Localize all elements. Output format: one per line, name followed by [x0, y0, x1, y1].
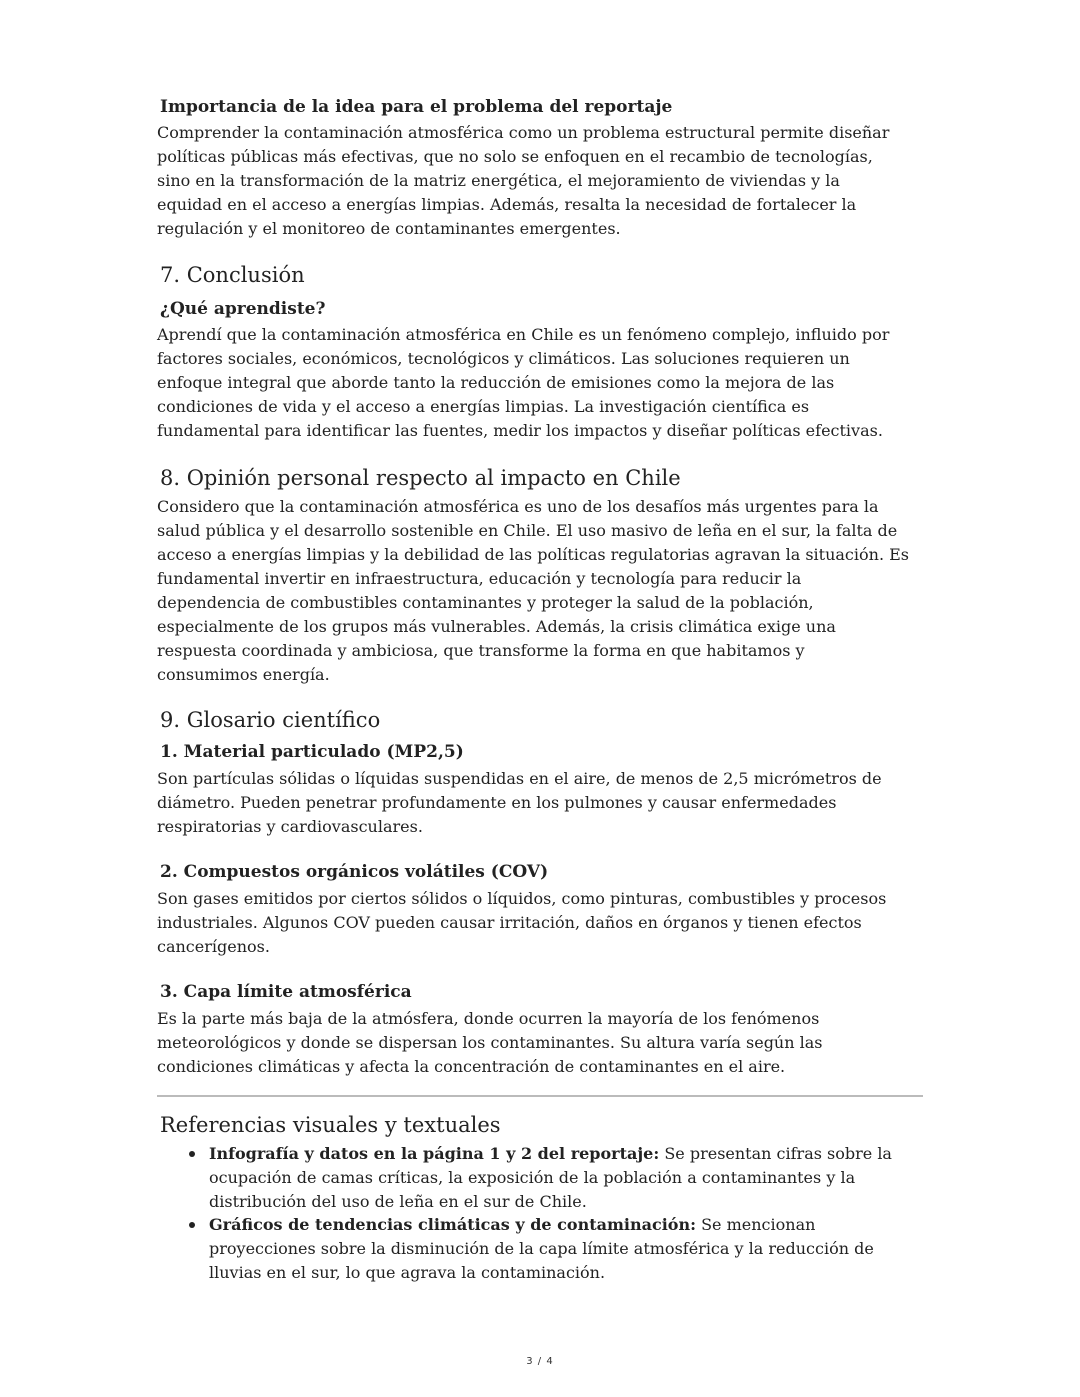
conclusion-paragraph: [157, 323, 889, 443]
text-line: Es la parte más baja de la atmósfera, donde ocurren la mayoría de los fenómenos: [157, 1009, 820, 1028]
text-line: ocupación de camas críticas, la exposición de la población a contaminantes y la: [209, 1168, 856, 1187]
bullet-icon: [189, 1151, 195, 1157]
text-line: respiratorias y cardiovasculares.: [157, 817, 423, 836]
text-line: Considero que la contaminación atmosférica es uno de los desafíos más urgentes para la: [157, 497, 879, 516]
text-line: sino en la transformación de la matriz energética, el mejoramiento de viviendas y la: [157, 171, 840, 190]
text-line: Aprendí que la contaminación atmosférica en Chile es un fenómeno complejo, influido por: [157, 325, 890, 344]
text-line: Se presentan cifras sobre la: [659, 1144, 892, 1163]
text-line: fundamental para identificar las fuentes, medir los impactos y diseñar políticas efectivas.: [157, 421, 883, 440]
text-line: condiciones de vida y el acceso a energías limpias. La investigación científica es: [157, 397, 810, 416]
reference-title: Gráficos de tendencias climáticas y de contaminación:: [209, 1215, 696, 1234]
text-line: factores sociales, económicos, tecnológicos y climáticos. Las soluciones requieren un: [157, 349, 850, 368]
glossary-term-definition: [157, 1007, 823, 1079]
text-line: condiciones climáticas y afecta la concentración de contaminantes en el aire.: [157, 1057, 786, 1076]
opinion-paragraph: [157, 495, 909, 687]
text-line: especialmente de los grupos más vulnerables. Además, la crisis climática exige una: [157, 617, 836, 636]
references-heading: Referencias visuales y textuales: [160, 1113, 501, 1137]
text-line: consumimos energía.: [157, 665, 330, 684]
text-line: dependencia de combustibles contaminantes y proteger la salud de la población,: [157, 593, 814, 612]
text-line: lluvias en el sur, lo que agrava la contaminación.: [209, 1263, 606, 1282]
text-line: salud pública y el desarrollo sostenible en Chile. El uso masivo de leña en el sur, la falta de: [157, 521, 898, 540]
importance-heading: Importancia de la idea para el problema del reportaje: [160, 97, 673, 117]
page-number: 3 / 4: [526, 1356, 554, 1367]
text-line: fundamental invertir en infraestructura, educación y tecnología para reducir la: [157, 569, 802, 588]
text-line: industriales. Algunos COV pueden causar irritación, daños en órganos y tienen efectos: [157, 913, 862, 932]
text-line: proyecciones sobre la disminución de la capa límite atmosférica y la reducción de: [209, 1239, 874, 1258]
text-line: Son gases emitidos por ciertos sólidos o líquidos, como pinturas, combustibles y procesos: [157, 889, 887, 908]
reference-list-item: [209, 1213, 874, 1285]
horizontal-divider: [157, 1095, 923, 1097]
glossary-term-definition: [157, 887, 886, 959]
text-line: políticas públicas más efectivas, que no solo se enfoquen en el recambio de tecnologías,: [157, 147, 873, 166]
text-line: cancerígenos.: [157, 937, 270, 956]
text-line: Comprender la contaminación atmosférica como un problema estructural permite diseñar: [157, 123, 890, 142]
text-line: equidad en el acceso a energías limpias. Además, resalta la necesidad de fortalecer la: [157, 195, 857, 214]
text-line: regulación y el monitoreo de contaminantes emergentes.: [157, 219, 621, 238]
reference-list-item: [209, 1142, 892, 1214]
text-line: acceso a energías limpias y la debilidad de las políticas regulatorias agravan la situación. Es: [157, 545, 909, 564]
text-line: distribución del uso de leña en el sur de Chile.: [209, 1192, 587, 1211]
reference-title: Infografía y datos en la página 1 y 2 del reportaje:: [209, 1144, 660, 1163]
text-line: Son partículas sólidas o líquidas suspendidas en el aire, de menos de 2,5 micrómetros de: [157, 769, 882, 788]
text-line: respuesta coordinada y ambiciosa, que transforme la forma en que habitamos y: [157, 641, 805, 660]
text-line: diámetro. Pueden penetrar profundamente en los pulmones y causar enfermedades: [157, 793, 837, 812]
bullet-icon: [189, 1222, 195, 1228]
conclusion-heading: 7. Conclusión: [160, 263, 305, 287]
glossary-term-title: 3. Capa límite atmosférica: [160, 982, 412, 1002]
conclusion-subheading: ¿Qué aprendiste?: [160, 299, 326, 319]
importance-paragraph: [157, 121, 889, 241]
glossary-heading: 9. Glosario científico: [160, 708, 381, 732]
opinion-heading: 8. Opinión personal respecto al impacto en Chile: [160, 466, 681, 490]
text-line: Se mencionan: [696, 1215, 816, 1234]
text-line: enfoque integral que aborde tanto la reducción de emisiones como la mejora de las: [157, 373, 835, 392]
glossary-term-definition: [157, 767, 882, 839]
text-line: meteorológicos y donde se dispersan los contaminantes. Su altura varía según las: [157, 1033, 823, 1052]
glossary-term-title: 1. Material particulado (MP2,5): [160, 742, 464, 762]
glossary-term-title: 2. Compuestos orgánicos volátiles (COV): [160, 862, 549, 882]
